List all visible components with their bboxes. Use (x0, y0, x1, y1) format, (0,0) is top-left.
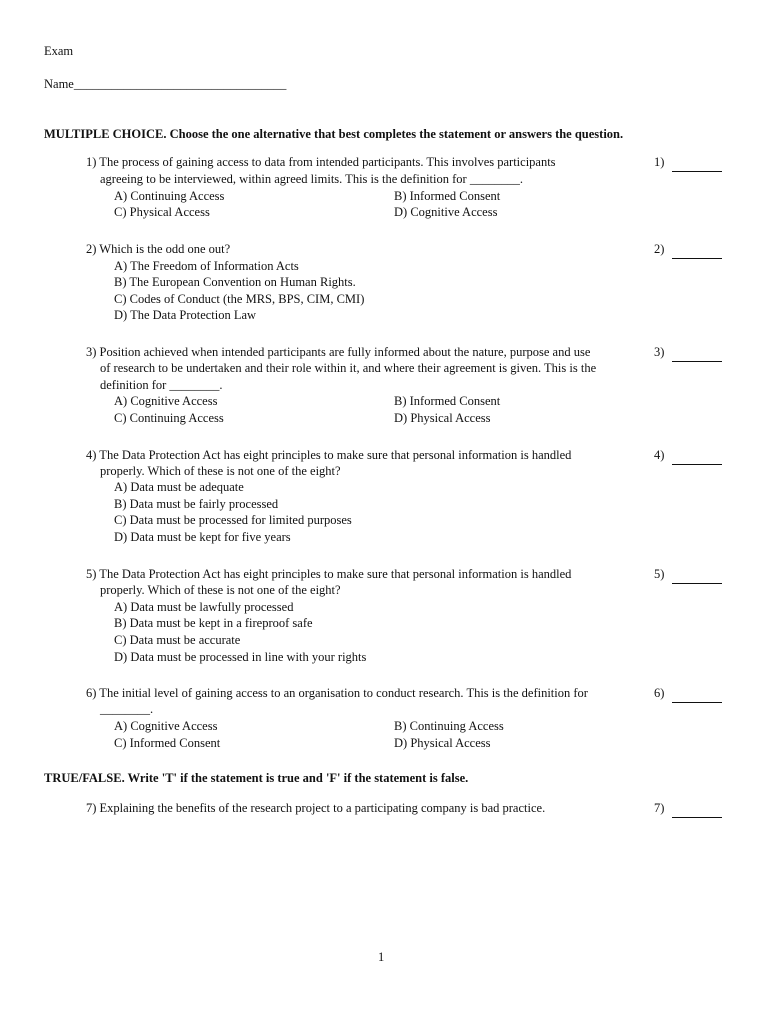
option-d[interactable]: D) The Data Protection Law (114, 308, 257, 322)
answer-blank[interactable] (672, 806, 722, 818)
option-c[interactable]: C) Continuing Access (114, 411, 224, 425)
option-b[interactable]: B) Informed Consent (394, 189, 501, 203)
option-b[interactable]: B) Continuing Access (394, 719, 504, 733)
question-text-line: 6) The initial level of gaining access to an organisation to conduct research. This is the definition for (86, 686, 588, 700)
option-d[interactable]: D) Data must be processed in line with your rights (114, 650, 367, 664)
option-a[interactable]: A) The Freedom of Information Acts (114, 259, 299, 273)
option-d[interactable]: D) Physical Access (394, 411, 491, 425)
option-d[interactable]: D) Cognitive Access (394, 205, 498, 219)
question-text-line: 5) The Data Protection Act has eight principles to make sure that personal information is handled (86, 567, 572, 581)
question-text-line: properly. Which of these is not one of the eight? (100, 464, 341, 478)
question-text-line: of research to be undertaken and their role within it, and where their agreement is given. This is the (100, 361, 597, 375)
question-text-line: 2) Which is the odd one out? (86, 242, 231, 256)
page-number: 1 (378, 950, 385, 964)
option-b[interactable]: B) Data must be kept in a fireproof safe (114, 616, 313, 630)
option-c[interactable]: C) Informed Consent (114, 736, 221, 750)
option-b[interactable]: B) Informed Consent (394, 394, 501, 408)
answer-number: 1) (654, 155, 665, 169)
question-text-line: properly. Which of these is not one of the eight? (100, 583, 341, 597)
answer-blank[interactable] (672, 453, 722, 465)
answer-blank[interactable] (672, 350, 722, 362)
answer-number: 2) (654, 242, 665, 256)
option-a[interactable]: A) Continuing Access (114, 189, 225, 203)
option-c[interactable]: C) Data must be accurate (114, 633, 241, 647)
option-b[interactable]: B) The European Convention on Human Rights. (114, 275, 356, 289)
question-text-line: agreeing to be interviewed, within agreed limits. This is the definition for ________. (100, 172, 523, 186)
tf-instructions: TRUE/FALSE. Write 'T' if the statement is true and 'F' if the statement is false. (44, 771, 469, 785)
question-text-line: 1) The process of gaining access to data from intended participants. This involves participants (86, 155, 556, 169)
option-a[interactable]: A) Cognitive Access (114, 719, 218, 733)
answer-number: 6) (654, 686, 665, 700)
option-c[interactable]: C) Codes of Conduct (the MRS, BPS, CIM, CMI) (114, 292, 365, 306)
option-a[interactable]: A) Data must be lawfully processed (114, 600, 294, 614)
option-d[interactable]: D) Physical Access (394, 736, 491, 750)
option-c[interactable]: C) Physical Access (114, 205, 210, 219)
name-label: Name (44, 77, 74, 91)
name-field[interactable] (44, 77, 286, 92)
answer-number: 5) (654, 567, 665, 581)
question-text-line: 4) The Data Protection Act has eight principles to make sure that personal information is handled (86, 448, 572, 462)
question-text-line: definition for ________. (100, 378, 223, 392)
answer-blank[interactable] (672, 247, 722, 259)
answer-blank[interactable] (672, 160, 722, 172)
name-blank: __________________________________ (73, 77, 287, 91)
question-text-line: 7) Explaining the benefits of the research project to a participating company is bad practice. (86, 801, 546, 815)
option-a[interactable]: A) Data must be adequate (114, 480, 244, 494)
mc-instructions: MULTIPLE CHOICE. Choose the one alternative that best completes the statement or answers the question. (44, 127, 624, 141)
answer-number: 4) (654, 448, 665, 462)
answer-number: 7) (654, 801, 665, 815)
option-b[interactable]: B) Data must be fairly processed (114, 497, 279, 511)
option-c[interactable]: C) Data must be processed for limited purposes (114, 513, 352, 527)
question-text-line: ________. (100, 702, 154, 716)
option-a[interactable]: A) Cognitive Access (114, 394, 218, 408)
option-d[interactable]: D) Data must be kept for five years (114, 530, 291, 544)
question-text-line: 3) Position achieved when intended participants are fully informed about the nature, purpose and use (86, 345, 591, 359)
answer-blank[interactable] (672, 572, 722, 584)
exam-label: Exam (44, 44, 74, 58)
answer-number: 3) (654, 345, 665, 359)
answer-blank[interactable] (672, 691, 722, 703)
